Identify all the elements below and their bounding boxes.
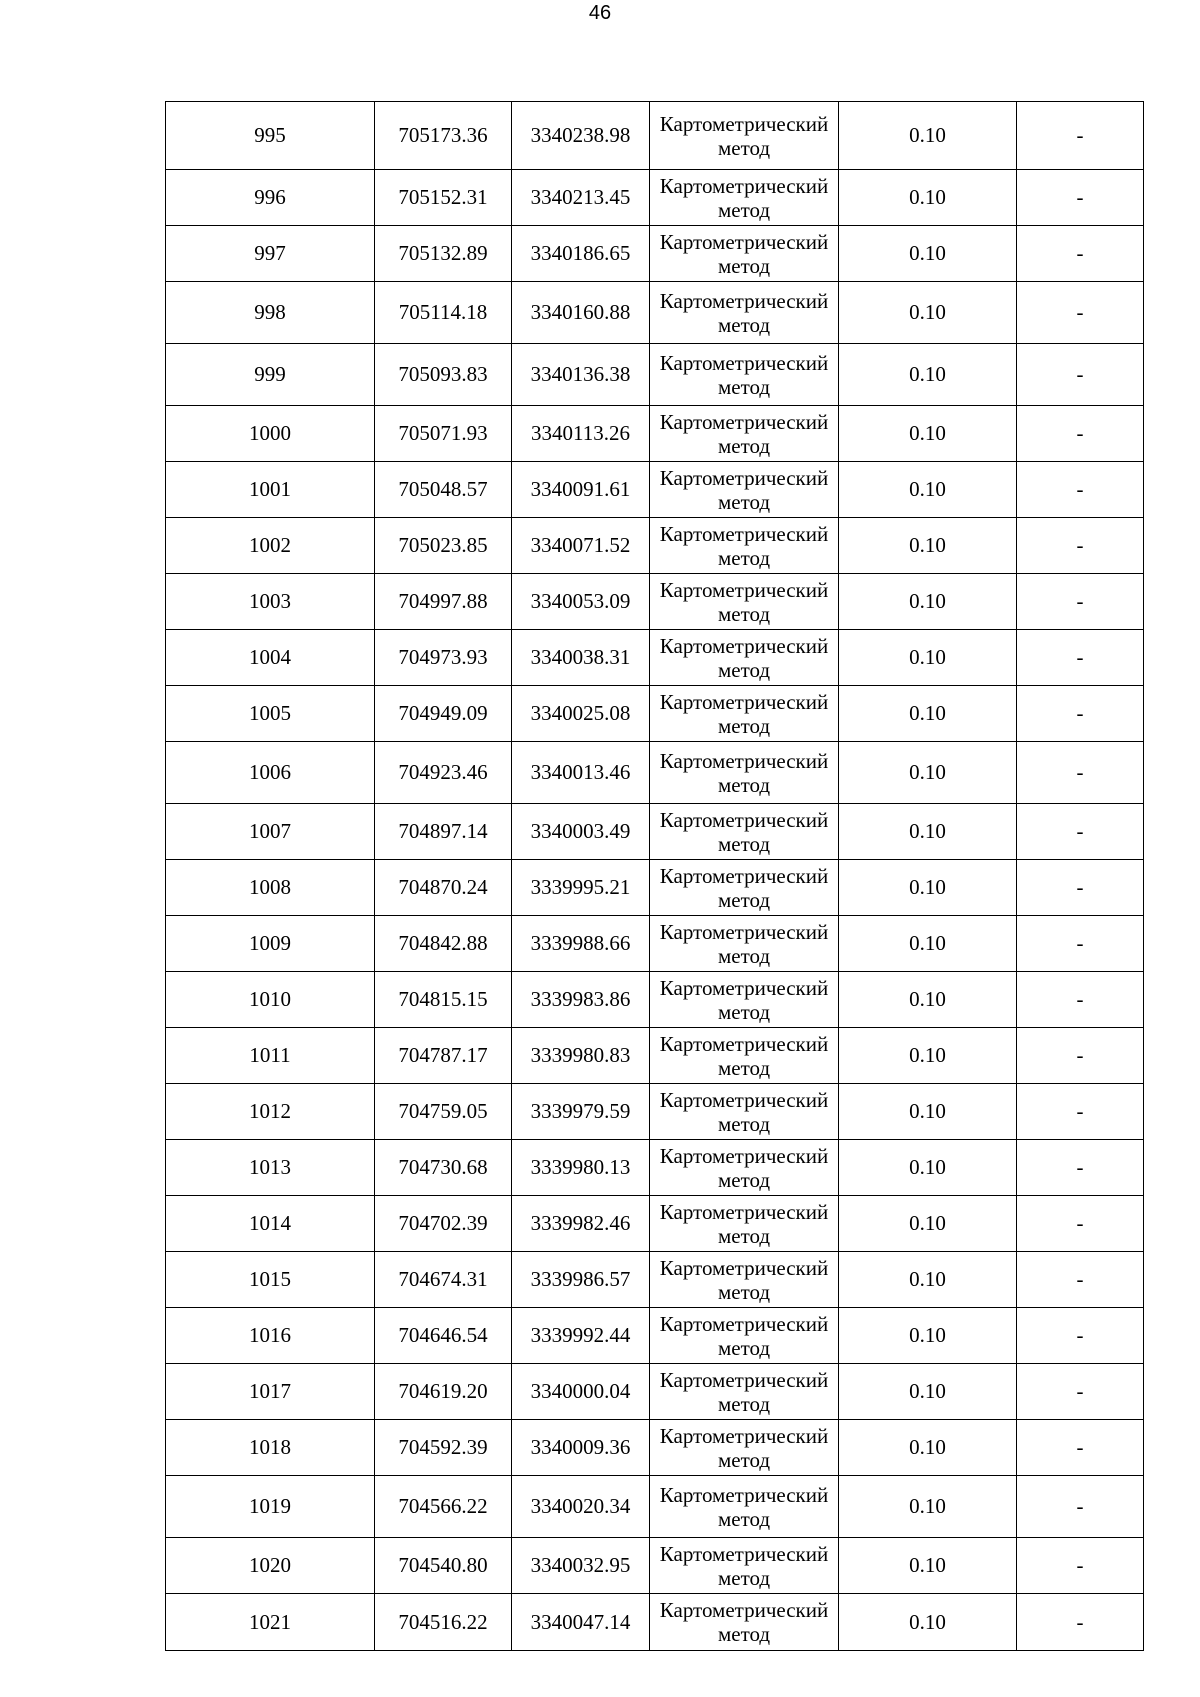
x-coordinate-cell: 705093.83 <box>375 344 512 406</box>
note-cell: - <box>1017 1252 1144 1308</box>
note-cell: - <box>1017 102 1144 170</box>
coordinates-table-body <box>166 102 1144 1651</box>
table-row <box>166 916 1144 972</box>
accuracy-cell: 0.10 <box>839 686 1017 742</box>
table-row <box>166 1594 1144 1651</box>
x-coordinate-cell: 705023.85 <box>375 518 512 574</box>
table-row <box>166 742 1144 804</box>
point-number-cell: 1014 <box>166 1196 375 1252</box>
method-cell: Картометрический метод <box>650 630 839 686</box>
x-coordinate-cell: 705048.57 <box>375 462 512 518</box>
table-row <box>166 574 1144 630</box>
accuracy-cell: 0.10 <box>839 344 1017 406</box>
accuracy-cell: 0.10 <box>839 1364 1017 1420</box>
note-cell: - <box>1017 518 1144 574</box>
note-cell: - <box>1017 1476 1144 1538</box>
y-coordinate-cell: 3340025.08 <box>512 686 650 742</box>
point-number-cell: 1017 <box>166 1364 375 1420</box>
x-coordinate-cell: 704674.31 <box>375 1252 512 1308</box>
accuracy-cell: 0.10 <box>839 102 1017 170</box>
y-coordinate-cell: 3340000.04 <box>512 1364 650 1420</box>
accuracy-cell: 0.10 <box>839 1252 1017 1308</box>
point-number-cell: 1021 <box>166 1594 375 1651</box>
x-coordinate-cell: 704646.54 <box>375 1308 512 1364</box>
point-number-cell: 1013 <box>166 1140 375 1196</box>
note-cell: - <box>1017 462 1144 518</box>
note-cell: - <box>1017 574 1144 630</box>
note-cell: - <box>1017 1364 1144 1420</box>
y-coordinate-cell: 3340013.46 <box>512 742 650 804</box>
table-row <box>166 1364 1144 1420</box>
x-coordinate-cell: 705071.93 <box>375 406 512 462</box>
accuracy-cell: 0.10 <box>839 462 1017 518</box>
method-cell: Картометрический метод <box>650 282 839 344</box>
note-cell: - <box>1017 226 1144 282</box>
method-cell: Картометрический метод <box>650 1364 839 1420</box>
x-coordinate-cell: 704949.09 <box>375 686 512 742</box>
y-coordinate-cell: 3340186.65 <box>512 226 650 282</box>
accuracy-cell: 0.10 <box>839 1308 1017 1364</box>
table-row <box>166 1308 1144 1364</box>
x-coordinate-cell: 704870.24 <box>375 860 512 916</box>
note-cell: - <box>1017 686 1144 742</box>
accuracy-cell: 0.10 <box>839 860 1017 916</box>
y-coordinate-cell: 3340091.61 <box>512 462 650 518</box>
point-number-cell: 1019 <box>166 1476 375 1538</box>
accuracy-cell: 0.10 <box>839 1028 1017 1084</box>
note-cell: - <box>1017 344 1144 406</box>
method-cell: Картометрический метод <box>650 742 839 804</box>
note-cell: - <box>1017 282 1144 344</box>
x-coordinate-cell: 704592.39 <box>375 1420 512 1476</box>
y-coordinate-cell: 3339988.66 <box>512 916 650 972</box>
method-cell: Картометрический метод <box>650 1252 839 1308</box>
accuracy-cell: 0.10 <box>839 170 1017 226</box>
table-row <box>166 1538 1144 1594</box>
table-row <box>166 282 1144 344</box>
point-number-cell: 1018 <box>166 1420 375 1476</box>
y-coordinate-cell: 3340003.49 <box>512 804 650 860</box>
y-coordinate-cell: 3340053.09 <box>512 574 650 630</box>
x-coordinate-cell: 704516.22 <box>375 1594 512 1651</box>
method-cell: Картометрический метод <box>650 860 839 916</box>
note-cell: - <box>1017 630 1144 686</box>
y-coordinate-cell: 3340038.31 <box>512 630 650 686</box>
y-coordinate-cell: 3339980.83 <box>512 1028 650 1084</box>
accuracy-cell: 0.10 <box>839 1538 1017 1594</box>
accuracy-cell: 0.10 <box>839 972 1017 1028</box>
point-number-cell: 996 <box>166 170 375 226</box>
method-cell: Картометрический метод <box>650 1308 839 1364</box>
x-coordinate-cell: 704730.68 <box>375 1140 512 1196</box>
y-coordinate-cell: 3340238.98 <box>512 102 650 170</box>
method-cell: Картометрический метод <box>650 462 839 518</box>
y-coordinate-cell: 3340160.88 <box>512 282 650 344</box>
x-coordinate-cell: 705114.18 <box>375 282 512 344</box>
point-number-cell: 1004 <box>166 630 375 686</box>
y-coordinate-cell: 3339986.57 <box>512 1252 650 1308</box>
x-coordinate-cell: 704923.46 <box>375 742 512 804</box>
accuracy-cell: 0.10 <box>839 804 1017 860</box>
point-number-cell: 1012 <box>166 1084 375 1140</box>
method-cell: Картометрический метод <box>650 686 839 742</box>
accuracy-cell: 0.10 <box>839 630 1017 686</box>
table-row <box>166 170 1144 226</box>
table-row <box>166 1252 1144 1308</box>
note-cell: - <box>1017 972 1144 1028</box>
accuracy-cell: 0.10 <box>839 1476 1017 1538</box>
accuracy-cell: 0.10 <box>839 1196 1017 1252</box>
x-coordinate-cell: 704815.15 <box>375 972 512 1028</box>
accuracy-cell: 0.10 <box>839 1594 1017 1651</box>
y-coordinate-cell: 3340136.38 <box>512 344 650 406</box>
accuracy-cell: 0.10 <box>839 1420 1017 1476</box>
point-number-cell: 1005 <box>166 686 375 742</box>
method-cell: Картометрический метод <box>650 518 839 574</box>
table-row <box>166 630 1144 686</box>
y-coordinate-cell: 3340113.26 <box>512 406 650 462</box>
accuracy-cell: 0.10 <box>839 1140 1017 1196</box>
note-cell: - <box>1017 916 1144 972</box>
table-row <box>166 686 1144 742</box>
point-number-cell: 997 <box>166 226 375 282</box>
note-cell: - <box>1017 170 1144 226</box>
point-number-cell: 1000 <box>166 406 375 462</box>
note-cell: - <box>1017 1028 1144 1084</box>
accuracy-cell: 0.10 <box>839 226 1017 282</box>
table-row <box>166 972 1144 1028</box>
method-cell: Картометрический метод <box>650 1420 839 1476</box>
method-cell: Картометрический метод <box>650 804 839 860</box>
method-cell: Картометрический метод <box>650 406 839 462</box>
note-cell: - <box>1017 1084 1144 1140</box>
note-cell: - <box>1017 1308 1144 1364</box>
table-row <box>166 226 1144 282</box>
y-coordinate-cell: 3339979.59 <box>512 1084 650 1140</box>
point-number-cell: 1015 <box>166 1252 375 1308</box>
x-coordinate-cell: 705132.89 <box>375 226 512 282</box>
method-cell: Картометрический метод <box>650 1084 839 1140</box>
method-cell: Картометрический метод <box>650 972 839 1028</box>
table-row <box>166 1140 1144 1196</box>
note-cell: - <box>1017 1420 1144 1476</box>
point-number-cell: 1020 <box>166 1538 375 1594</box>
x-coordinate-cell: 704842.88 <box>375 916 512 972</box>
page-number: 46 <box>588 2 612 24</box>
table-row <box>166 1084 1144 1140</box>
table-row <box>166 1420 1144 1476</box>
note-cell: - <box>1017 860 1144 916</box>
method-cell: Картометрический метод <box>650 574 839 630</box>
method-cell: Картометрический метод <box>650 1196 839 1252</box>
accuracy-cell: 0.10 <box>839 574 1017 630</box>
point-number-cell: 1007 <box>166 804 375 860</box>
table-row <box>166 1028 1144 1084</box>
method-cell: Картометрический метод <box>650 1476 839 1538</box>
table-row <box>166 462 1144 518</box>
y-coordinate-cell: 3339982.46 <box>512 1196 650 1252</box>
y-coordinate-cell: 3340009.36 <box>512 1420 650 1476</box>
x-coordinate-cell: 704566.22 <box>375 1476 512 1538</box>
point-number-cell: 995 <box>166 102 375 170</box>
table-row <box>166 1476 1144 1538</box>
coordinates-table <box>165 101 1144 1651</box>
table-row <box>166 518 1144 574</box>
method-cell: Картометрический метод <box>650 1538 839 1594</box>
x-coordinate-cell: 704619.20 <box>375 1364 512 1420</box>
x-coordinate-cell: 704787.17 <box>375 1028 512 1084</box>
y-coordinate-cell: 3340032.95 <box>512 1538 650 1594</box>
note-cell: - <box>1017 1140 1144 1196</box>
accuracy-cell: 0.10 <box>839 406 1017 462</box>
table-row <box>166 804 1144 860</box>
table-row <box>166 860 1144 916</box>
y-coordinate-cell: 3340047.14 <box>512 1594 650 1651</box>
y-coordinate-cell: 3339992.44 <box>512 1308 650 1364</box>
accuracy-cell: 0.10 <box>839 518 1017 574</box>
method-cell: Картометрический метод <box>650 916 839 972</box>
note-cell: - <box>1017 804 1144 860</box>
method-cell: Картометрический метод <box>650 1140 839 1196</box>
note-cell: - <box>1017 742 1144 804</box>
table-row <box>166 1196 1144 1252</box>
point-number-cell: 1016 <box>166 1308 375 1364</box>
x-coordinate-cell: 704759.05 <box>375 1084 512 1140</box>
point-number-cell: 999 <box>166 344 375 406</box>
point-number-cell: 1009 <box>166 916 375 972</box>
point-number-cell: 1011 <box>166 1028 375 1084</box>
x-coordinate-cell: 704540.80 <box>375 1538 512 1594</box>
point-number-cell: 998 <box>166 282 375 344</box>
table-row <box>166 102 1144 170</box>
x-coordinate-cell: 705152.31 <box>375 170 512 226</box>
x-coordinate-cell: 704973.93 <box>375 630 512 686</box>
x-coordinate-cell: 704702.39 <box>375 1196 512 1252</box>
x-coordinate-cell: 704997.88 <box>375 574 512 630</box>
x-coordinate-cell: 705173.36 <box>375 102 512 170</box>
accuracy-cell: 0.10 <box>839 742 1017 804</box>
point-number-cell: 1010 <box>166 972 375 1028</box>
method-cell: Картометрический метод <box>650 102 839 170</box>
method-cell: Картометрический метод <box>650 1028 839 1084</box>
accuracy-cell: 0.10 <box>839 916 1017 972</box>
y-coordinate-cell: 3340020.34 <box>512 1476 650 1538</box>
y-coordinate-cell: 3339983.86 <box>512 972 650 1028</box>
table-row <box>166 406 1144 462</box>
y-coordinate-cell: 3339995.21 <box>512 860 650 916</box>
table-row <box>166 344 1144 406</box>
method-cell: Картометрический метод <box>650 226 839 282</box>
point-number-cell: 1008 <box>166 860 375 916</box>
point-number-cell: 1003 <box>166 574 375 630</box>
accuracy-cell: 0.10 <box>839 282 1017 344</box>
note-cell: - <box>1017 1538 1144 1594</box>
x-coordinate-cell: 704897.14 <box>375 804 512 860</box>
accuracy-cell: 0.10 <box>839 1084 1017 1140</box>
note-cell: - <box>1017 1594 1144 1651</box>
note-cell: - <box>1017 406 1144 462</box>
y-coordinate-cell: 3340213.45 <box>512 170 650 226</box>
y-coordinate-cell: 3339980.13 <box>512 1140 650 1196</box>
note-cell: - <box>1017 1196 1144 1252</box>
method-cell: Картометрический метод <box>650 1594 839 1651</box>
method-cell: Картометрический метод <box>650 170 839 226</box>
y-coordinate-cell: 3340071.52 <box>512 518 650 574</box>
point-number-cell: 1002 <box>166 518 375 574</box>
method-cell: Картометрический метод <box>650 344 839 406</box>
point-number-cell: 1006 <box>166 742 375 804</box>
point-number-cell: 1001 <box>166 462 375 518</box>
